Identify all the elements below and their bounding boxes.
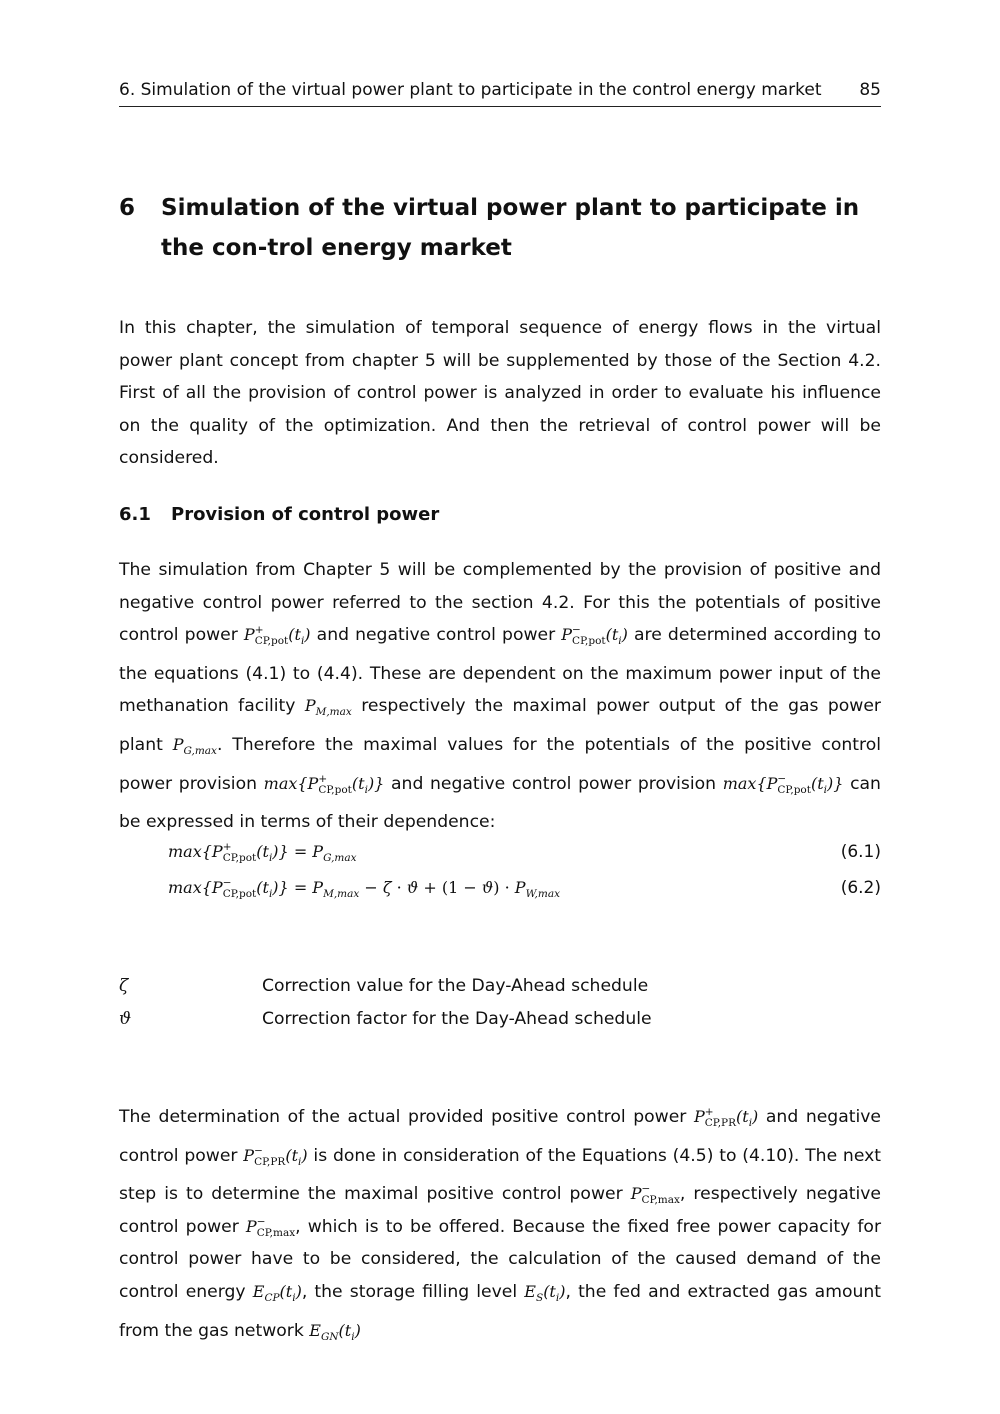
- section-title: Provision of control power: [171, 504, 440, 525]
- equation-number: (6.2): [840, 878, 881, 898]
- math-p-plus-cp-pr: P + CP,PR $(t_i)$: [693, 1106, 759, 1130]
- math-p-plus-cp-pot: P + CP,pot $(t_i)$: [243, 624, 311, 648]
- math-p-minus-cp-max-a: P − CP,max: [630, 1183, 680, 1207]
- text-run: . Therefore the maximal values for the potentials of the positive control power provision: [119, 734, 882, 794]
- equation-body: max{P − CP,pot $(t_i)\} = P_{M,max} - \zeta \cdot ϑ + (1 - ϑ) \cdot P_{W,max}$: [168, 877, 561, 901]
- page-number: 85: [859, 80, 881, 100]
- equation-body: max{P + CP,pot $(t_i)\} = P_{G,max}$: [168, 841, 357, 865]
- symbol: ϑ: [119, 1009, 132, 1029]
- math-e-gn: $E_{GN}(t_i)$: [309, 1320, 361, 1343]
- math-max-p-minus: max{P − CP,pot $(t_i)$}: [722, 772, 844, 796]
- symbol-row-zeta: [119, 976, 881, 1006]
- chapter-number: 6: [119, 195, 136, 221]
- paragraph-control-power-potentials: [119, 554, 881, 839]
- text-run: The simulation from Chapter 5 will be complemented by the provision of positive and negative control power referred to the section 4.2. For this the potentials of positive control power: [119, 560, 881, 645]
- math-p-g-max: $P_{G,max}$: [172, 734, 217, 758]
- math-max-p-plus: max{P + CP,pot $(t_i)$}: [263, 772, 385, 796]
- math-p-minus-cp-pr: P − CP,PR $(t_i)$: [243, 1144, 308, 1168]
- text-run: The determination of the actual provided positive control power: [119, 1107, 687, 1127]
- equation-6-1: [168, 842, 881, 872]
- running-header: [119, 80, 881, 107]
- symbol-row-theta: [119, 1009, 881, 1039]
- running-title: 6. Simulation of the virtual power plant to participate in the control energy market: [119, 80, 822, 100]
- symbol-description: Correction value for the Day-Ahead schedule: [262, 976, 649, 996]
- math-p-minus-cp-pot: P − CP,pot $(t_i)$: [561, 624, 628, 648]
- section-number: 6.1: [119, 504, 151, 525]
- text-run: , which is to be offered. Because the fixed free power capacity for control power have to be considered, the calculation of the caused demand of the control energy: [119, 1216, 882, 1302]
- text-run: and negative control power provision: [391, 773, 717, 794]
- intro-paragraph: In this chapter, the simulation of temporal sequence of energy flows in the virtual power plant concept from chapter 5 will be supplemented by those of the Section 4.2. First of all the provision of control power is analyzed in order to evaluate his influence on the quality of the optimization. And then the retrieval of control power will be considered.: [119, 318, 881, 468]
- text-run: , the fed and extracted gas amount from the gas network: [119, 1281, 881, 1341]
- math-e-s: $E_S(t_i)$: [524, 1281, 566, 1305]
- text-run: and negative control power: [119, 1107, 881, 1166]
- text-run: respectively the maximal power output of the gas power plant: [119, 696, 881, 755]
- equation-6-2: [168, 878, 881, 908]
- symbol-description: Correction factor for the Day-Ahead schedule: [262, 1009, 652, 1029]
- math-p-m-max: $P_{M,max}$: [304, 696, 352, 719]
- math-e-cp: $E_{CP}(t_i)$: [252, 1281, 302, 1305]
- symbol: ζ: [119, 976, 129, 996]
- text-run: can be expressed in terms of their dependence:: [119, 773, 881, 833]
- text-run: , the storage filling level: [301, 1281, 518, 1302]
- equation-number: (6.1): [840, 842, 881, 862]
- math-p-minus-cp-max-b: P − CP,max: [245, 1215, 296, 1239]
- text-run: is done in consideration of the Equations (4.5) to (4.10). The next step is to determine the maximal positive control power: [119, 1145, 882, 1205]
- text-run: are determined according to the equations (4.1) to (4.4). These are dependent on the maximum power input of the methanation facility: [119, 625, 882, 717]
- chapter-title: Simulation of the virtual power plant to participate in the con-trol energy market: [161, 195, 860, 261]
- paragraph-provided-control-power: [119, 1101, 881, 1353]
- text-run: , respectively negative control power: [119, 1184, 881, 1237]
- text-run: and negative control power: [316, 625, 556, 645]
